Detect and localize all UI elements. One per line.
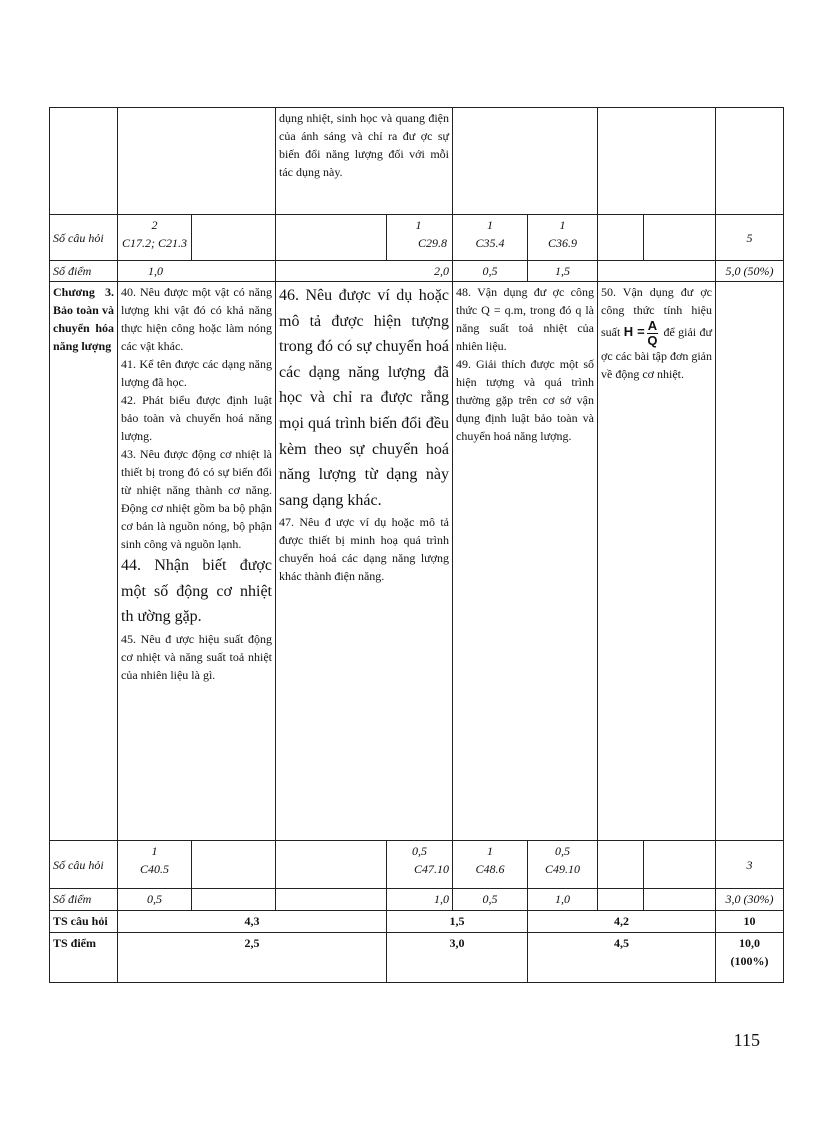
cell-c1	[118, 215, 192, 261]
page-number: 115	[733, 1030, 760, 1050]
total-score-row	[50, 933, 784, 983]
objective-49: 49. Giải thích được một số hiện tượng và quá trình thường gặp trên cơ sở vận dụng định luật bảo toàn và chuyển hoá năng lượng.	[456, 357, 594, 443]
chapter2-question-count-row	[50, 215, 784, 261]
question-ref: C48.6	[475, 862, 505, 876]
total-cell: 3	[716, 841, 784, 889]
empty-cell	[192, 841, 276, 889]
apply-high-objectives	[598, 282, 716, 841]
chapter3-question-count-row	[50, 841, 784, 889]
count-value: 1	[415, 218, 422, 232]
empty-cell	[716, 282, 784, 841]
objective-43: 43. Nêu được động cơ nhiệt là thiết bị trong đó có sự biến đổi từ nhiệt năng thành cơ năng. Động cơ nhiệt gồm ba bộ phận cơ bản là nguồn nóng, bộ phận sinh công và nguồn lạnh.	[121, 447, 272, 551]
fraction-denominator: Q	[647, 332, 658, 348]
score-c3: 2,0	[276, 261, 453, 282]
cell-c5	[528, 841, 598, 889]
total-remember-score: 2,5	[118, 933, 387, 983]
question-ref: C49.10	[544, 862, 580, 876]
empty-cell	[598, 889, 644, 911]
exam-matrix-table	[49, 107, 784, 983]
total-remember: 4,3	[118, 911, 387, 933]
objective-50	[601, 283, 712, 383]
total-apply: 4,2	[528, 911, 716, 933]
objective-42: 42. Phát biểu được định luật bảo toàn và chuyển hoá năng lượng.	[121, 393, 272, 443]
question-ref: C40.5	[139, 862, 169, 876]
score-c1: 0,5	[118, 889, 192, 911]
count-value: 1	[151, 844, 158, 858]
empty-cell	[598, 261, 716, 282]
objective-50-text: 50. Vận dụng đư ợc công thức tính hiệu suất	[601, 285, 712, 339]
empty-cell	[50, 108, 118, 215]
understand-objectives	[276, 282, 453, 841]
empty-cell	[598, 215, 644, 261]
empty-cell	[276, 889, 387, 911]
count-value: 1	[487, 218, 493, 232]
empty-cell	[644, 215, 716, 261]
total-all: 10	[716, 911, 784, 933]
total-questions-row	[50, 911, 784, 933]
question-ref: C29.8	[417, 236, 447, 250]
count-value: 0,5	[555, 844, 570, 858]
formula-lhs: H =	[623, 323, 645, 339]
apply-low-objectives	[453, 282, 598, 841]
objective-44: 44. Nhận biết được một số động cơ nhiệt th ường gặp.	[121, 557, 272, 626]
question-ref: C36.9	[547, 236, 577, 250]
objective-46: 46. Nêu được ví dụ hoặc mô tả được hiện tượng trong đó có sự chuyển hoá các dạng năng lượng đã học và chỉ ra được rằng mọi quá trình biến đổi đều kèm theo sự chuyển hoá năng lượng từ dạng này sang dạng khác.	[279, 287, 449, 509]
total-score: 3,0 (30%)	[716, 889, 784, 911]
total-apply-score: 4,5	[528, 933, 716, 983]
objective-48: 48. Vận dụng đư ợc công thức Q = q.m, trong đó q là năng suất toả nhiệt của nhiên liệu.	[456, 285, 594, 353]
cell-c5	[528, 215, 598, 261]
empty-cell	[716, 108, 784, 215]
continued-objective-text	[276, 108, 453, 215]
score-c4: 0,5	[453, 889, 528, 911]
total-all-score	[716, 933, 784, 983]
objective-50-text: đư ợc các bài tập đơn giản về động cơ nhiệt.	[601, 324, 713, 382]
total-understand-score: 3,0	[387, 933, 528, 983]
empty-cell	[276, 841, 387, 889]
empty-cell	[192, 889, 276, 911]
total-score-value: 10,0	[739, 936, 760, 950]
empty-cell	[644, 889, 716, 911]
empty-cell	[598, 108, 716, 215]
question-ref: C47.10	[413, 862, 449, 876]
total-cell: 5	[716, 215, 784, 261]
objective-50-text: để giải	[663, 324, 697, 339]
count-value: 1	[559, 218, 566, 232]
chapter3-objectives-row	[50, 282, 784, 841]
row-label: Số điểm	[50, 261, 118, 282]
score-c5: 1,0	[528, 889, 598, 911]
fraction-numerator: A	[647, 318, 658, 333]
cell-c3	[387, 841, 453, 889]
count-value: 2	[151, 218, 158, 232]
objective-47: 47. Nêu đ ược ví dụ hoặc mô tả được thiết bị minh hoạ quá trình chuyển hoá các dạng năng lượng khác thành điện năng.	[279, 515, 449, 584]
objective-text: dụng nhiệt, sinh học và quang điện của ánh sáng và chỉ ra đư ợc sự biến đổi năng lượng đối với mỗi tác dụng này.	[279, 111, 449, 179]
empty-cell	[598, 841, 644, 889]
objective-41: 41. Kể tên được các dạng năng lượng đã học.	[121, 357, 272, 389]
continued-objectives-row	[50, 108, 784, 215]
empty-cell	[192, 215, 276, 261]
empty-cell	[453, 108, 598, 215]
score-c5: 1,5	[528, 261, 598, 282]
total-score: 5,0 (50%)	[716, 261, 784, 282]
cell-c4	[453, 841, 528, 889]
efficiency-fraction	[647, 319, 658, 347]
row-label: Số câu hỏi	[50, 215, 118, 261]
chapter3-score-row	[50, 889, 784, 911]
score-c1: 1,0	[118, 261, 276, 282]
score-c3: 1,0	[387, 889, 453, 911]
cell-c4	[453, 215, 528, 261]
total-understand: 1,5	[387, 911, 528, 933]
count-value: 0,5	[412, 844, 427, 858]
row-label: TS điểm	[50, 933, 118, 983]
chapter-title: Chương 3. Bảo toàn và chuyển hóa năng lượng	[50, 282, 118, 841]
cell-c1	[118, 841, 192, 889]
objective-45: 45. Nêu đ ược hiệu suất động cơ nhiệt và năng suất toả nhiệt của nhiên liệu là gì.	[121, 631, 272, 682]
chapter2-score-row	[50, 261, 784, 282]
row-label: Số câu hỏi	[50, 841, 118, 889]
empty-cell	[118, 108, 276, 215]
empty-cell	[276, 215, 387, 261]
question-ref: C17.2; C21.3	[121, 236, 187, 250]
question-ref: C35.4	[475, 236, 505, 250]
remember-objectives	[118, 282, 276, 841]
row-label: Số điểm	[50, 889, 118, 911]
row-label: TS câu hỏi	[50, 911, 118, 933]
score-c4: 0,5	[453, 261, 528, 282]
cell-c3	[387, 215, 453, 261]
count-value: 1	[487, 844, 493, 858]
empty-cell	[644, 841, 716, 889]
total-score-percent: (100%)	[730, 954, 769, 968]
objective-40: 40. Nêu được một vật có năng lượng khi vật đó có khả năng thực hiện công hoặc làm nóng các vật khác.	[121, 285, 272, 353]
